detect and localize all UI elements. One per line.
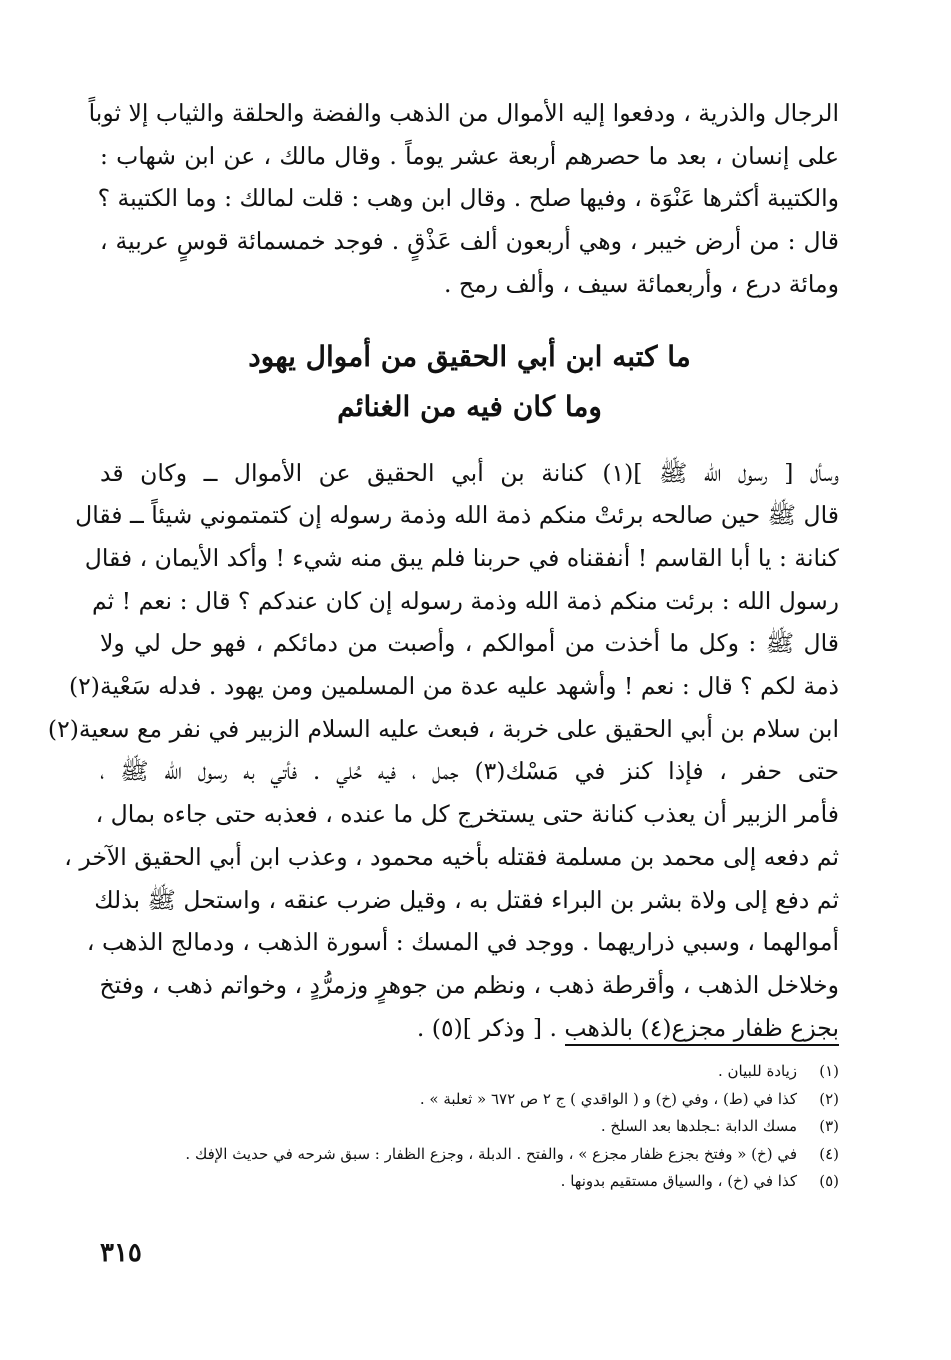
- text-line: وسأل [ رسول الله ﷺ ](١) كنانة بن أبي الحقيق عن الأموال ــ وكان قد: [100, 458, 839, 487]
- footnotes: [100, 1058, 839, 1196]
- text-line: قال ﷺ : وكل ما أخذت من أموالكم ، وأصبت من دمائكم ، فهو حل لي ولا: [100, 629, 839, 658]
- text-line: الرجال والذرية ، ودفعوا إليه الأموال من الذهب والفضة والحلقة والثياب إلا ثوباً: [88, 99, 839, 127]
- footnote-text: في (خ) « وفتخ بجزع ظفار مجزع » ، والفتح . الدبلة ، وجزع الظفار : سبق شرحه في حديث الإفك .: [185, 1144, 797, 1163]
- footnote-number: (٣): [819, 1117, 839, 1135]
- footnote-number: (٥): [819, 1172, 839, 1190]
- heading-line-2: وما كان فيه من الغنائم: [337, 389, 602, 423]
- footnote-1: [100, 1058, 839, 1086]
- footnote-text: كذا في (خ) ، والسياق مستقيم بدونها .: [560, 1172, 797, 1190]
- footnote-number: (٤): [819, 1144, 839, 1163]
- footnote-text: زيادة للبيان .: [717, 1062, 797, 1080]
- text-line: ومائة درع ، وأربعمائة سيف ، وألف رمح .: [443, 269, 839, 298]
- text-line: ابن سلام بن أبي الحقيق على خربة ، فبعث عليه السلام الزبير في نفر مع سعية(٢): [47, 714, 839, 743]
- text-line: رسول الله : برئت منكم ذمة الله وذمة رسوله إن كان عندكم ؟ قال : نعم ! ثم: [92, 586, 839, 615]
- footnote-text: مسك الدابة :ـجلدها بعد السلخ .: [600, 1117, 797, 1135]
- text-line: ذمة لكم ؟ قال : نعم ! وأشهد عليه عدة من المسلمين ومن يهود . فدله سَعْية(٢): [68, 672, 839, 701]
- main-paragraph: [47, 452, 839, 1050]
- text-line: بجزع ظفار مجزع(٤) بالذهب . [ وذكر ](٥) .: [416, 1013, 839, 1042]
- heading-line-1: ما كتبه ابن أبي الحقيق من أموال يهود: [248, 339, 691, 373]
- footnote-5: [100, 1168, 839, 1196]
- footnote-divider: [565, 1044, 839, 1046]
- top-paragraph: [88, 92, 839, 306]
- text-line: على إنسان ، بعد ما حصرهم أربعة عشر يوماً . وقال مالك ، عن ابن شهاب :: [100, 141, 839, 170]
- text-line: والكتيبة أكثرها عَنْوَة ، وفيها صلح . وقال ابن وهب : قلت لمالك : وما الكتيبة ؟: [97, 184, 839, 213]
- text-line: حتى حفر ، فإذا كنز في مَسْك(٣) جمل ، فيه حُلي . فأتي به رسول الله ﷺ ،: [100, 757, 839, 786]
- text-line: قال ﷺ حين صالحه برئتْ منكم ذمة الله وذمة رسوله إن كتمتموني شيئاً ــ فقال: [75, 501, 839, 530]
- footnote-text: كذا في (ط) ، وفي (خ) و ( الواقدي ) ج ٢ ص ٦٧٢ « ثعلبة » .: [419, 1089, 797, 1108]
- section-heading: [100, 332, 839, 432]
- text-line: ثم دفع إلى ولاة بشر بن البراء فقتل به ، وقيل ضرب عنقه ، واستحل ﷺ بذلك: [94, 885, 839, 914]
- footnote-3: [100, 1113, 839, 1141]
- footnote-2: [100, 1086, 839, 1114]
- text-line: وخلاخل الذهب ، وأقرطة ذهب ، ونظم من جوهرٍ وزمرُّدٍ ، وخواتم ذهب ، وفتخ: [99, 970, 839, 999]
- footnote-4: [100, 1141, 839, 1169]
- text-line: قال : من أرض خيبر ، وهي أربعون ألف عَذْقٍ . فوجد خمسمائة قوسٍ عربية ،: [100, 227, 839, 256]
- text-line: أموالهما ، وسبي ذراريهما . ووجد في المسك : أسورة الذهب ، ودمالج الذهب ،: [86, 928, 839, 957]
- footnote-number: (٢): [819, 1089, 839, 1108]
- text-line: ثم دفعه إلى محمد بن مسلمة فقتله بأخيه محمود ، وعذب ابن أبي الحقيق الآخر ،: [64, 842, 839, 871]
- footnote-number: (١): [819, 1062, 839, 1080]
- text-line: كنانة : يا أبا القاسم ! أنفقناه في حربنا فلم يبق منه شيء ! وأكد الأيمان ، فقال: [84, 543, 839, 572]
- page-number: ٣١٥: [100, 1238, 142, 1268]
- text-line: فأمر الزبير أن يعذب كنانة حتى يستخرج كل ما عنده ، فعذبه حتى جاءه بمال ،: [95, 800, 839, 829]
